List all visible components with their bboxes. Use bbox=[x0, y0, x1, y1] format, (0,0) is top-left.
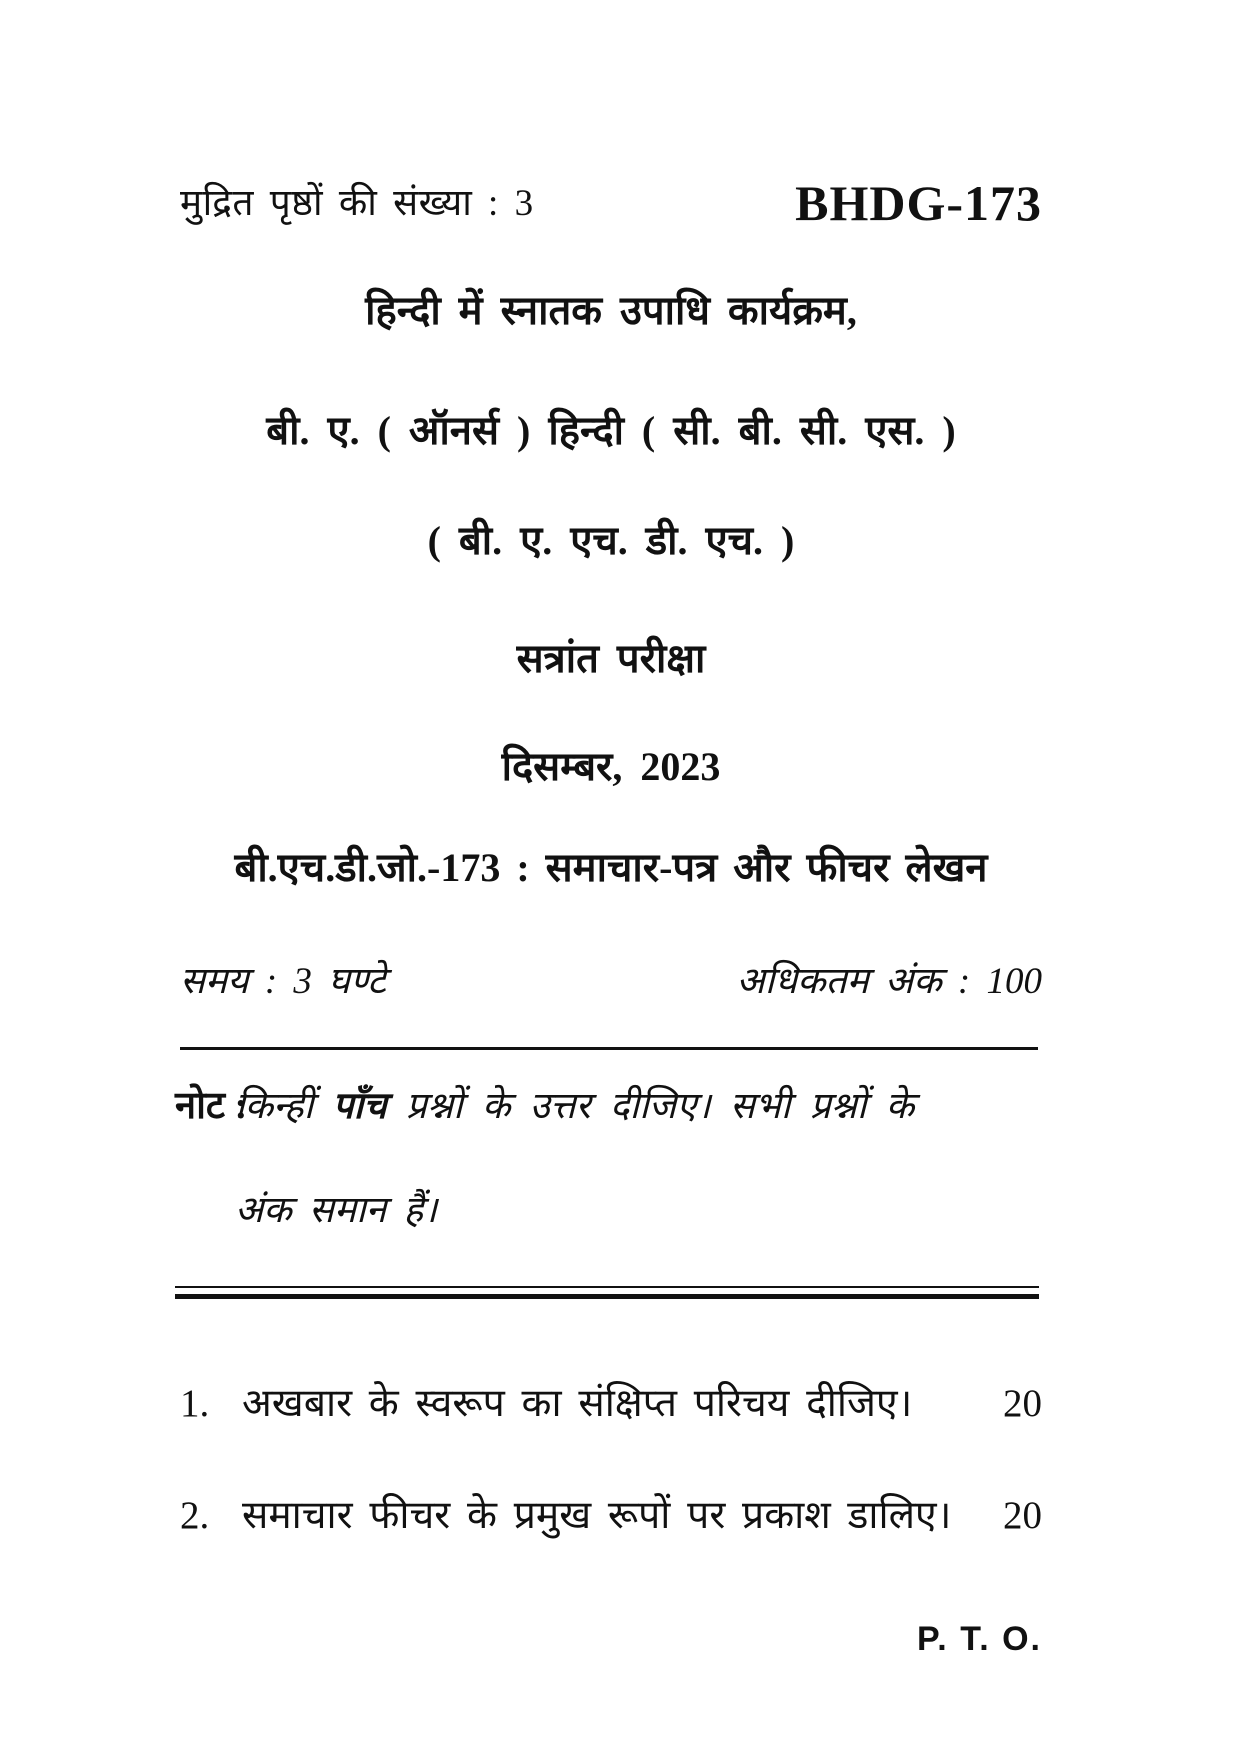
note-line-1 bbox=[235, 1078, 1041, 1129]
paper-code: BHDG-173 bbox=[795, 175, 1042, 231]
double-divider-rule bbox=[175, 1286, 1039, 1299]
note-block bbox=[175, 1078, 1041, 1233]
heading-bahdh-line: ( बी. ए. एच. डी. एच. ) bbox=[427, 518, 795, 563]
note-label: नोट : bbox=[175, 1085, 248, 1127]
question-1-text: अखबार के स्वरूप का संक्षिप्त परिचय दीजिए। bbox=[242, 1382, 913, 1425]
course-title-line: बी.एच.डी.जो.-173 : समाचार-पत्र और फीचर लेखन bbox=[234, 845, 988, 890]
question-row-2 bbox=[180, 1492, 1042, 1541]
double-rule-thin-line bbox=[175, 1286, 1039, 1288]
double-rule-thick-line bbox=[175, 1294, 1039, 1299]
single-divider-rule bbox=[180, 1047, 1038, 1050]
note-line-2: अंक समान हैं। bbox=[235, 1190, 438, 1231]
header-row bbox=[180, 175, 1042, 231]
question-1-marks: 20 bbox=[1003, 1382, 1042, 1425]
note-line1-post: प्रश्नों के उत्तर दीजिए। सभी प्रश्नों के bbox=[386, 1086, 915, 1127]
time-label: समय : 3 घण्टे bbox=[180, 961, 386, 1002]
heading-ba-honours-line: बी. ए. ( ऑनर्स ) हिन्दी ( सी. बी. सी. एस. ) bbox=[266, 408, 956, 453]
heading-program-title: हिन्दी में स्नातक उपाधि कार्यक्रम, bbox=[365, 288, 857, 333]
question-row-1 bbox=[180, 1380, 1042, 1429]
heading-exam-month: दिसम्बर, 2023 bbox=[501, 744, 721, 789]
printed-pages-label: मुद्रित पृष्ठों की संख्या : 3 bbox=[180, 182, 534, 224]
note-text bbox=[175, 1078, 1041, 1233]
note-line1-pre: किन्हीं bbox=[235, 1086, 333, 1127]
question-2-number: 2. bbox=[180, 1494, 210, 1537]
max-marks-label: अधिकतम अंक : 100 bbox=[736, 961, 1042, 1002]
heading-term-end-exam: सत्रांत परीक्षा bbox=[516, 636, 706, 681]
question-2-marks: 20 bbox=[1003, 1494, 1042, 1537]
note-bold-word: पाँच bbox=[332, 1086, 387, 1127]
time-marks-row bbox=[180, 953, 1042, 1004]
question-2-text: समाचार फीचर के प्रमुख रूपों पर प्रकाश डालिए। bbox=[242, 1494, 952, 1537]
pto-label: P. T. O. bbox=[917, 1620, 1042, 1658]
question-1-number: 1. bbox=[180, 1382, 210, 1425]
